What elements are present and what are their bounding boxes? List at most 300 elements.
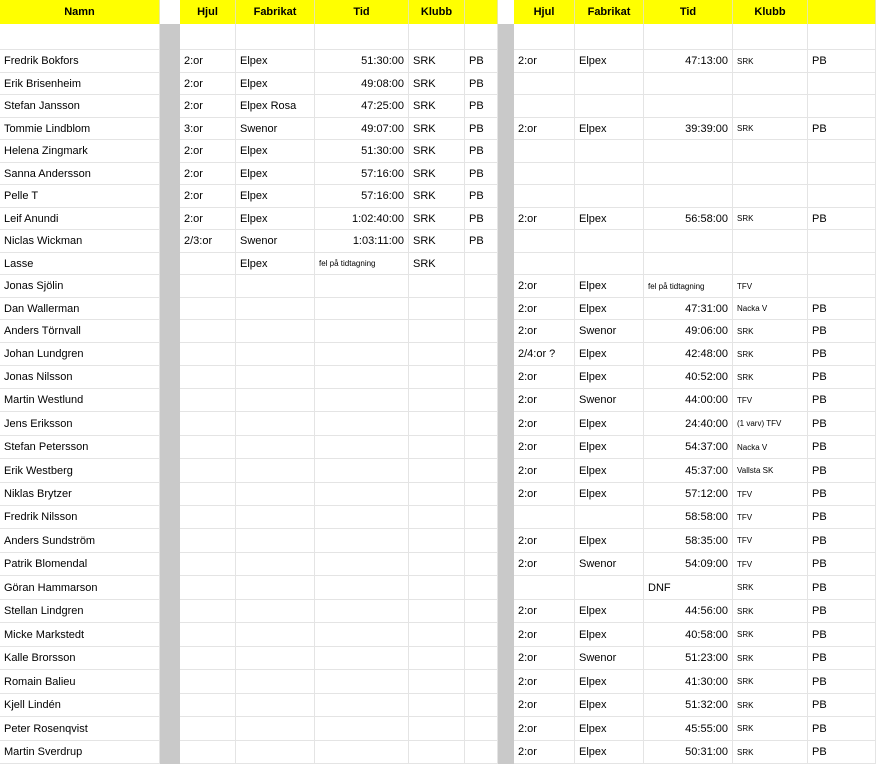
cell-right-3[interactable]: 50:31:00: [644, 741, 733, 764]
cell-left-3[interactable]: [315, 366, 409, 389]
cell-left-3[interactable]: [315, 623, 409, 647]
cell-right-5[interactable]: PB: [808, 320, 876, 343]
cell-right-4[interactable]: SRK: [733, 670, 808, 694]
cell-name[interactable]: Leif Anundi: [0, 208, 160, 230]
cell-right-4[interactable]: [733, 163, 808, 185]
cell-left-4[interactable]: [409, 343, 465, 366]
cell-right-2[interactable]: Elpex: [575, 694, 644, 717]
cell-right-2[interactable]: Elpex: [575, 717, 644, 741]
cell-left-2[interactable]: Elpex: [236, 140, 315, 163]
cell-right-4[interactable]: SRK: [733, 741, 808, 764]
cell-right-1[interactable]: [514, 73, 575, 95]
cell-left-1[interactable]: [180, 741, 236, 764]
cell-left-5[interactable]: [465, 343, 498, 366]
cell-right-2[interactable]: Elpex: [575, 50, 644, 73]
cell-left-3[interactable]: [315, 576, 409, 600]
cell-right-2[interactable]: Elpex: [575, 412, 644, 436]
cell-left-1[interactable]: [180, 366, 236, 389]
cell-left-2[interactable]: [236, 717, 315, 741]
cell-right-3[interactable]: 58:35:00: [644, 529, 733, 553]
cell-name[interactable]: Martin Sverdrup: [0, 741, 160, 764]
cell-name[interactable]: Micke Markstedt: [0, 623, 160, 647]
cell-right-1[interactable]: 2:or: [514, 436, 575, 459]
cell-right-3[interactable]: 54:37:00: [644, 436, 733, 459]
cell-left-4[interactable]: [409, 717, 465, 741]
cell-left-2[interactable]: [236, 694, 315, 717]
cell-left-3[interactable]: [315, 600, 409, 623]
cell-right-5[interactable]: [808, 140, 876, 163]
cell-left-2[interactable]: [236, 320, 315, 343]
cell-left-5[interactable]: [465, 275, 498, 298]
cell-right-3[interactable]: 45:55:00: [644, 717, 733, 741]
cell-left-3[interactable]: fel på tidtagning: [315, 253, 409, 275]
cell-right-1[interactable]: 2:or: [514, 208, 575, 230]
cell-left-1[interactable]: [180, 275, 236, 298]
cell-right-3[interactable]: 57:12:00: [644, 483, 733, 506]
cell-left-4[interactable]: [409, 694, 465, 717]
cell-right-5[interactable]: PB: [808, 208, 876, 230]
cell-right-5[interactable]: PB: [808, 576, 876, 600]
cell-right-3[interactable]: [644, 185, 733, 208]
cell-right-1[interactable]: [514, 163, 575, 185]
cell-right-4[interactable]: SRK: [733, 694, 808, 717]
cell-right-3[interactable]: [644, 73, 733, 95]
cell-right-4[interactable]: [733, 24, 808, 50]
cell-left-5[interactable]: [465, 24, 498, 50]
cell-right-4[interactable]: TFV: [733, 275, 808, 298]
cell-left-2[interactable]: [236, 483, 315, 506]
cell-left-4[interactable]: [409, 506, 465, 529]
cell-left-4[interactable]: [409, 298, 465, 320]
cell-right-4[interactable]: SRK: [733, 208, 808, 230]
cell-right-4[interactable]: TFV: [733, 553, 808, 576]
cell-left-2[interactable]: [236, 647, 315, 670]
cell-left-1[interactable]: 2:or: [180, 140, 236, 163]
cell-left-3[interactable]: 57:16:00: [315, 163, 409, 185]
cell-right-2[interactable]: Elpex: [575, 436, 644, 459]
cell-right-5[interactable]: PB: [808, 741, 876, 764]
cell-right-2[interactable]: [575, 24, 644, 50]
cell-right-1[interactable]: 2:or: [514, 366, 575, 389]
cell-right-3[interactable]: 51:23:00: [644, 647, 733, 670]
cell-right-1[interactable]: 2:or: [514, 459, 575, 483]
cell-name[interactable]: Romain Balieu: [0, 670, 160, 694]
cell-left-3[interactable]: [315, 717, 409, 741]
cell-left-4[interactable]: [409, 529, 465, 553]
cell-left-1[interactable]: [180, 553, 236, 576]
cell-left-2[interactable]: [236, 389, 315, 412]
cell-left-3[interactable]: [315, 741, 409, 764]
cell-left-4[interactable]: [409, 24, 465, 50]
cell-right-1[interactable]: 2:or: [514, 647, 575, 670]
cell-left-2[interactable]: Swenor: [236, 118, 315, 140]
cell-right-1[interactable]: [514, 576, 575, 600]
cell-right-5[interactable]: [808, 275, 876, 298]
cell-left-2[interactable]: [236, 529, 315, 553]
cell-left-5[interactable]: [465, 436, 498, 459]
cell-left-4[interactable]: [409, 436, 465, 459]
cell-name[interactable]: Sanna Andersson: [0, 163, 160, 185]
cell-name[interactable]: Kalle Brorsson: [0, 647, 160, 670]
cell-right-1[interactable]: 2:or: [514, 118, 575, 140]
cell-right-1[interactable]: 2:or: [514, 298, 575, 320]
cell-right-5[interactable]: PB: [808, 529, 876, 553]
cell-left-5[interactable]: [465, 717, 498, 741]
cell-left-5[interactable]: [465, 741, 498, 764]
cell-left-1[interactable]: [180, 623, 236, 647]
cell-left-4[interactable]: SRK: [409, 140, 465, 163]
cell-left-4[interactable]: SRK: [409, 73, 465, 95]
cell-left-3[interactable]: [315, 553, 409, 576]
cell-right-1[interactable]: 2:or: [514, 529, 575, 553]
cell-left-2[interactable]: Elpex: [236, 208, 315, 230]
cell-left-5[interactable]: [465, 694, 498, 717]
cell-right-5[interactable]: PB: [808, 694, 876, 717]
cell-right-5[interactable]: PB: [808, 670, 876, 694]
cell-name[interactable]: Patrik Blomendal: [0, 553, 160, 576]
cell-left-5[interactable]: PB: [465, 185, 498, 208]
cell-right-5[interactable]: PB: [808, 459, 876, 483]
cell-left-1[interactable]: 2/3:or: [180, 230, 236, 253]
cell-left-2[interactable]: [236, 741, 315, 764]
cell-right-4[interactable]: TFV: [733, 506, 808, 529]
cell-left-3[interactable]: [315, 529, 409, 553]
cell-name[interactable]: Peter Rosenqvist: [0, 717, 160, 741]
cell-left-1[interactable]: 3:or: [180, 118, 236, 140]
cell-name[interactable]: Jonas Sjölin: [0, 275, 160, 298]
cell-left-1[interactable]: [180, 670, 236, 694]
cell-left-1[interactable]: 2:or: [180, 95, 236, 118]
cell-left-5[interactable]: [465, 553, 498, 576]
cell-right-2[interactable]: Elpex: [575, 118, 644, 140]
cell-left-3[interactable]: [315, 436, 409, 459]
cell-right-1[interactable]: 2:or: [514, 741, 575, 764]
cell-left-3[interactable]: [315, 275, 409, 298]
cell-left-2[interactable]: [236, 553, 315, 576]
cell-left-2[interactable]: Elpex: [236, 253, 315, 275]
cell-left-4[interactable]: [409, 320, 465, 343]
cell-right-3[interactable]: [644, 140, 733, 163]
cell-left-4[interactable]: [409, 412, 465, 436]
cell-right-5[interactable]: PB: [808, 600, 876, 623]
cell-left-5[interactable]: [465, 412, 498, 436]
cell-right-2[interactable]: Swenor: [575, 553, 644, 576]
cell-name[interactable]: Jonas Nilsson: [0, 366, 160, 389]
cell-right-2[interactable]: [575, 253, 644, 275]
cell-right-2[interactable]: Elpex: [575, 623, 644, 647]
cell-right-4[interactable]: SRK: [733, 717, 808, 741]
cell-left-2[interactable]: [236, 576, 315, 600]
cell-right-3[interactable]: [644, 163, 733, 185]
cell-left-2[interactable]: Swenor: [236, 230, 315, 253]
cell-right-5[interactable]: [808, 95, 876, 118]
cell-left-3[interactable]: [315, 24, 409, 50]
cell-name[interactable]: Dan Wallerman: [0, 298, 160, 320]
cell-left-1[interactable]: [180, 483, 236, 506]
cell-right-2[interactable]: [575, 185, 644, 208]
cell-right-1[interactable]: [514, 95, 575, 118]
cell-right-3[interactable]: fel på tidtagning: [644, 275, 733, 298]
cell-right-4[interactable]: SRK: [733, 118, 808, 140]
cell-right-5[interactable]: PB: [808, 623, 876, 647]
cell-right-4[interactable]: (1 varv) TFV: [733, 412, 808, 436]
cell-left-2[interactable]: [236, 412, 315, 436]
cell-left-5[interactable]: [465, 529, 498, 553]
cell-right-4[interactable]: Vallsta SK: [733, 459, 808, 483]
cell-left-4[interactable]: SRK: [409, 50, 465, 73]
cell-right-1[interactable]: 2:or: [514, 553, 575, 576]
cell-left-1[interactable]: [180, 459, 236, 483]
cell-right-3[interactable]: 54:09:00: [644, 553, 733, 576]
cell-right-3[interactable]: 44:56:00: [644, 600, 733, 623]
cell-left-5[interactable]: [465, 366, 498, 389]
cell-right-5[interactable]: PB: [808, 412, 876, 436]
cell-right-1[interactable]: [514, 253, 575, 275]
cell-left-4[interactable]: SRK: [409, 95, 465, 118]
cell-right-3[interactable]: 45:37:00: [644, 459, 733, 483]
cell-left-1[interactable]: [180, 694, 236, 717]
cell-right-4[interactable]: SRK: [733, 50, 808, 73]
cell-left-5[interactable]: PB: [465, 208, 498, 230]
cell-right-5[interactable]: PB: [808, 553, 876, 576]
cell-right-3[interactable]: 24:40:00: [644, 412, 733, 436]
cell-right-5[interactable]: [808, 24, 876, 50]
cell-right-5[interactable]: PB: [808, 366, 876, 389]
cell-name[interactable]: Tommie Lindblom: [0, 118, 160, 140]
cell-right-4[interactable]: Nacka V: [733, 298, 808, 320]
cell-right-2[interactable]: Elpex: [575, 208, 644, 230]
cell-right-4[interactable]: [733, 140, 808, 163]
cell-right-3[interactable]: 56:58:00: [644, 208, 733, 230]
cell-left-3[interactable]: 57:16:00: [315, 185, 409, 208]
cell-left-1[interactable]: [180, 389, 236, 412]
cell-left-2[interactable]: [236, 343, 315, 366]
cell-right-2[interactable]: Swenor: [575, 647, 644, 670]
cell-left-2[interactable]: [236, 506, 315, 529]
cell-left-1[interactable]: [180, 343, 236, 366]
cell-right-5[interactable]: PB: [808, 389, 876, 412]
cell-left-3[interactable]: [315, 298, 409, 320]
cell-left-3[interactable]: [315, 389, 409, 412]
cell-left-2[interactable]: [236, 275, 315, 298]
cell-right-4[interactable]: SRK: [733, 320, 808, 343]
cell-right-2[interactable]: [575, 230, 644, 253]
cell-right-2[interactable]: [575, 73, 644, 95]
cell-right-5[interactable]: PB: [808, 506, 876, 529]
cell-right-2[interactable]: Elpex: [575, 670, 644, 694]
cell-right-1[interactable]: [514, 24, 575, 50]
cell-right-2[interactable]: Swenor: [575, 389, 644, 412]
cell-name[interactable]: [0, 24, 160, 50]
cell-name[interactable]: Fredrik Nilsson: [0, 506, 160, 529]
cell-left-2[interactable]: [236, 670, 315, 694]
cell-left-4[interactable]: [409, 275, 465, 298]
cell-right-1[interactable]: 2:or: [514, 50, 575, 73]
cell-left-2[interactable]: Elpex: [236, 73, 315, 95]
cell-right-4[interactable]: SRK: [733, 623, 808, 647]
cell-right-3[interactable]: 40:58:00: [644, 623, 733, 647]
cell-left-1[interactable]: 2:or: [180, 50, 236, 73]
cell-right-2[interactable]: Elpex: [575, 343, 644, 366]
cell-right-1[interactable]: 2:or: [514, 389, 575, 412]
cell-left-3[interactable]: [315, 343, 409, 366]
cell-left-2[interactable]: [236, 436, 315, 459]
cell-right-5[interactable]: [808, 163, 876, 185]
cell-right-3[interactable]: 44:00:00: [644, 389, 733, 412]
cell-left-5[interactable]: [465, 320, 498, 343]
cell-left-5[interactable]: PB: [465, 140, 498, 163]
cell-left-5[interactable]: [465, 600, 498, 623]
cell-name[interactable]: Niklas Brytzer: [0, 483, 160, 506]
cell-left-4[interactable]: [409, 623, 465, 647]
cell-left-5[interactable]: PB: [465, 163, 498, 185]
cell-left-1[interactable]: [180, 600, 236, 623]
cell-left-4[interactable]: [409, 741, 465, 764]
cell-left-2[interactable]: [236, 24, 315, 50]
cell-left-2[interactable]: Elpex: [236, 163, 315, 185]
cell-right-3[interactable]: [644, 24, 733, 50]
cell-left-5[interactable]: [465, 623, 498, 647]
cell-name[interactable]: Helena Zingmark: [0, 140, 160, 163]
cell-left-3[interactable]: 47:25:00: [315, 95, 409, 118]
cell-right-2[interactable]: Elpex: [575, 275, 644, 298]
cell-right-3[interactable]: 49:06:00: [644, 320, 733, 343]
cell-right-5[interactable]: [808, 253, 876, 275]
cell-left-3[interactable]: [315, 670, 409, 694]
cell-left-5[interactable]: [465, 647, 498, 670]
cell-left-1[interactable]: [180, 24, 236, 50]
cell-left-1[interactable]: [180, 298, 236, 320]
cell-right-5[interactable]: PB: [808, 436, 876, 459]
cell-right-2[interactable]: [575, 576, 644, 600]
cell-right-1[interactable]: 2:or: [514, 623, 575, 647]
cell-left-1[interactable]: 2:or: [180, 73, 236, 95]
cell-left-5[interactable]: PB: [465, 95, 498, 118]
cell-left-5[interactable]: [465, 483, 498, 506]
cell-left-5[interactable]: PB: [465, 118, 498, 140]
cell-left-1[interactable]: [180, 506, 236, 529]
cell-right-4[interactable]: SRK: [733, 343, 808, 366]
cell-left-3[interactable]: 51:30:00: [315, 140, 409, 163]
cell-name[interactable]: Martin Westlund: [0, 389, 160, 412]
cell-right-4[interactable]: SRK: [733, 366, 808, 389]
cell-name[interactable]: Erik Westberg: [0, 459, 160, 483]
cell-right-3[interactable]: [644, 95, 733, 118]
cell-left-4[interactable]: SRK: [409, 253, 465, 275]
cell-right-3[interactable]: 51:32:00: [644, 694, 733, 717]
cell-left-4[interactable]: [409, 483, 465, 506]
cell-left-5[interactable]: [465, 459, 498, 483]
cell-left-2[interactable]: Elpex: [236, 185, 315, 208]
cell-left-5[interactable]: [465, 253, 498, 275]
cell-name[interactable]: Pelle T: [0, 185, 160, 208]
cell-right-4[interactable]: TFV: [733, 389, 808, 412]
cell-right-5[interactable]: PB: [808, 298, 876, 320]
cell-right-3[interactable]: DNF: [644, 576, 733, 600]
cell-right-2[interactable]: Elpex: [575, 298, 644, 320]
cell-left-1[interactable]: [180, 576, 236, 600]
cell-left-4[interactable]: [409, 576, 465, 600]
cell-left-1[interactable]: [180, 647, 236, 670]
cell-left-5[interactable]: [465, 389, 498, 412]
cell-right-5[interactable]: PB: [808, 717, 876, 741]
cell-left-4[interactable]: SRK: [409, 230, 465, 253]
cell-right-2[interactable]: Elpex: [575, 529, 644, 553]
cell-right-4[interactable]: [733, 95, 808, 118]
cell-right-3[interactable]: 40:52:00: [644, 366, 733, 389]
cell-right-4[interactable]: [733, 185, 808, 208]
cell-left-1[interactable]: 2:or: [180, 163, 236, 185]
cell-right-2[interactable]: Elpex: [575, 600, 644, 623]
cell-left-4[interactable]: SRK: [409, 208, 465, 230]
cell-right-3[interactable]: 47:31:00: [644, 298, 733, 320]
cell-right-1[interactable]: 2:or: [514, 275, 575, 298]
cell-left-2[interactable]: Elpex Rosa: [236, 95, 315, 118]
cell-left-4[interactable]: SRK: [409, 118, 465, 140]
cell-right-1[interactable]: 2:or: [514, 483, 575, 506]
cell-right-2[interactable]: [575, 163, 644, 185]
cell-left-1[interactable]: [180, 717, 236, 741]
cell-right-1[interactable]: 2:or: [514, 412, 575, 436]
cell-right-3[interactable]: [644, 253, 733, 275]
cell-right-5[interactable]: PB: [808, 50, 876, 73]
cell-left-4[interactable]: [409, 670, 465, 694]
cell-name[interactable]: Jens Eriksson: [0, 412, 160, 436]
cell-left-4[interactable]: [409, 600, 465, 623]
cell-right-3[interactable]: 39:39:00: [644, 118, 733, 140]
cell-right-2[interactable]: Elpex: [575, 366, 644, 389]
cell-left-1[interactable]: [180, 253, 236, 275]
cell-name[interactable]: Anders Sundström: [0, 529, 160, 553]
cell-left-4[interactable]: [409, 366, 465, 389]
cell-name[interactable]: Lasse: [0, 253, 160, 275]
cell-left-4[interactable]: SRK: [409, 163, 465, 185]
cell-right-3[interactable]: 58:58:00: [644, 506, 733, 529]
cell-right-1[interactable]: 2:or: [514, 320, 575, 343]
cell-right-4[interactable]: [733, 73, 808, 95]
cell-left-1[interactable]: [180, 436, 236, 459]
cell-right-2[interactable]: Elpex: [575, 483, 644, 506]
cell-right-1[interactable]: [514, 506, 575, 529]
cell-name[interactable]: Anders Törnvall: [0, 320, 160, 343]
cell-right-2[interactable]: [575, 95, 644, 118]
cell-right-3[interactable]: 42:48:00: [644, 343, 733, 366]
cell-right-4[interactable]: TFV: [733, 529, 808, 553]
cell-left-1[interactable]: [180, 529, 236, 553]
cell-left-5[interactable]: [465, 506, 498, 529]
cell-right-5[interactable]: PB: [808, 343, 876, 366]
cell-right-4[interactable]: SRK: [733, 647, 808, 670]
cell-right-3[interactable]: [644, 230, 733, 253]
cell-left-5[interactable]: PB: [465, 50, 498, 73]
cell-left-4[interactable]: [409, 389, 465, 412]
cell-left-3[interactable]: 51:30:00: [315, 50, 409, 73]
cell-left-3[interactable]: [315, 412, 409, 436]
cell-right-4[interactable]: SRK: [733, 576, 808, 600]
cell-left-3[interactable]: [315, 694, 409, 717]
cell-right-4[interactable]: [733, 230, 808, 253]
cell-right-2[interactable]: [575, 506, 644, 529]
cell-left-2[interactable]: [236, 623, 315, 647]
cell-right-2[interactable]: Swenor: [575, 320, 644, 343]
cell-left-4[interactable]: [409, 647, 465, 670]
cell-right-2[interactable]: [575, 140, 644, 163]
cell-right-1[interactable]: [514, 185, 575, 208]
cell-right-4[interactable]: [733, 253, 808, 275]
cell-name[interactable]: Erik Brisenheim: [0, 73, 160, 95]
cell-name[interactable]: Niclas Wickman: [0, 230, 160, 253]
cell-left-1[interactable]: 2:or: [180, 185, 236, 208]
